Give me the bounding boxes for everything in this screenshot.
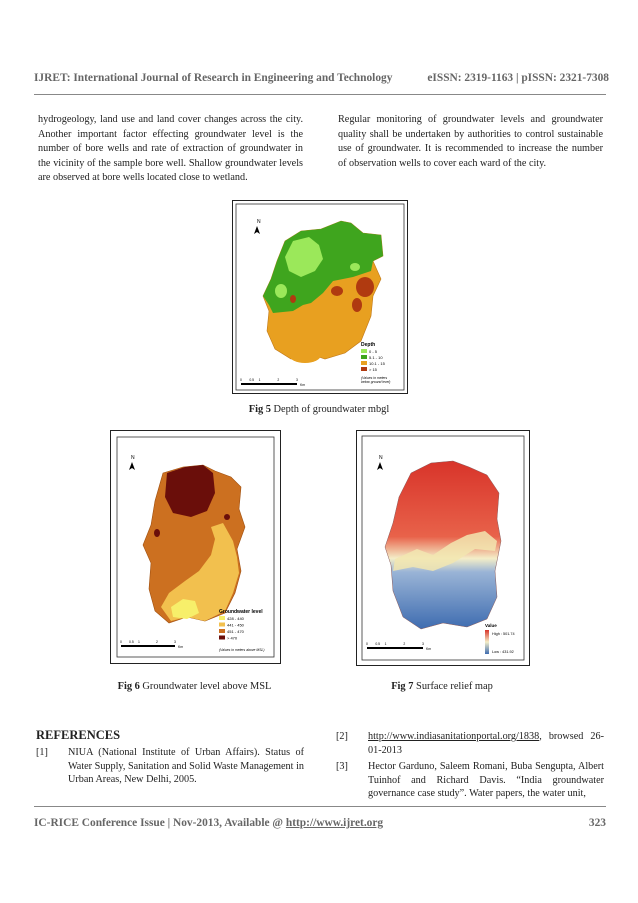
figure-7-frame: [356, 430, 530, 666]
gw-zone-over-470-patch: [154, 529, 160, 537]
figure-7-caption: [356, 681, 528, 692]
legend-swatch: [361, 361, 367, 365]
reference-1: [36, 746, 304, 806]
north-label: N: [131, 455, 135, 461]
scale-unit: Km: [426, 647, 432, 651]
journal-title: IJRET: International Journal of Research in Engineering and Technology: [34, 72, 393, 84]
legend-swatch: [219, 623, 225, 627]
legend-label: 451 - 470: [227, 629, 244, 634]
reference-number: [3]: [336, 761, 348, 772]
scale-label: 0.5: [129, 640, 134, 644]
reference-3: [336, 760, 604, 804]
figure-6-scale-bar: [120, 640, 183, 649]
reference-link-suffix: , browsed 26-01-2013: [368, 731, 604, 756]
legend-title: Value: [485, 623, 497, 628]
figure-5-legend: [361, 342, 390, 384]
figure-7-scale-bar: [366, 642, 431, 651]
figure-6-label: Fig 6: [117, 681, 140, 692]
north-label: N: [257, 219, 261, 225]
legend-swatch: [361, 355, 367, 359]
gw-zone-over-470: [165, 465, 215, 517]
scale-label: 2: [156, 640, 158, 644]
scale-label: 2: [277, 378, 280, 382]
figure-7-caption-text: Surface relief map: [413, 681, 493, 692]
scale-label: 2: [403, 642, 406, 646]
reference-link[interactable]: http://www.indiasanitationportal.org/1838: [368, 731, 540, 742]
left-paragraph: hydrogeology, land use and land cover changes across the city. Another important factor effecting groundwater level is the number of bore wells and rate of extraction of groundwater in the vicinity of the sample bore well. Shallow groundwater levels are observed at bore wells located close to wetland.: [38, 114, 303, 184]
header-rule: [34, 94, 606, 95]
figure-5-map: [233, 201, 407, 393]
gw-zone-over-470-patch: [224, 514, 230, 520]
legend-note: (Values in meters above MSL): [219, 648, 265, 652]
scale-label: 0.5: [375, 642, 381, 646]
figure-6-caption-text: Groundwater level above MSL: [139, 681, 272, 692]
figure-6-map: [111, 431, 280, 663]
legend-label: > 470: [227, 635, 238, 641]
footer-rule: [34, 806, 606, 807]
legend-title: Depth: [361, 342, 376, 348]
running-header: [34, 72, 609, 84]
depth-zone-over-15: [290, 295, 296, 303]
depth-zone-over-15: [356, 277, 374, 297]
legend-label: > 15: [369, 367, 377, 372]
depth-zone-0-5-patch: [350, 263, 360, 271]
figure-7-legend: [485, 623, 515, 654]
depth-zone-over-15: [352, 298, 362, 312]
depth-zone-over-15: [331, 286, 343, 296]
figure-5-label: Fig 5: [248, 404, 271, 415]
figure-5-frame: [232, 200, 408, 394]
running-footer: [34, 817, 606, 829]
scale-label: 1: [138, 640, 140, 644]
footer-link[interactable]: http://www.ijret.org: [285, 817, 384, 829]
legend-title: Groundwater level: [219, 609, 263, 615]
legend-swatch: [361, 367, 367, 371]
legend-label: 441 - 450: [227, 622, 244, 628]
legend-label: 0 - 5: [369, 349, 378, 354]
reference-text: [368, 730, 604, 757]
north-label: N: [379, 455, 383, 461]
legend-label: 5.1 - 10: [369, 355, 383, 360]
scale-unit: Km: [178, 645, 184, 649]
legend-swatch: [219, 616, 225, 620]
figure-5-scale-bar: [240, 378, 305, 387]
footer-text: IC-RICE Conference Issue | Nov-2013, Available @: [34, 817, 286, 829]
references-heading: REFERENCES: [36, 728, 121, 742]
north-arrow-icon: [377, 462, 383, 470]
legend-swatch: [219, 629, 225, 633]
scale-label: 1: [258, 378, 261, 382]
right-paragraph: Regular monitoring of groundwater levels and groundwater quality shall be undertaken by authorities to control sustainable use of groundwater. It is recommended to increase the number of observation wells to cover each ward of the city.: [338, 114, 603, 169]
legend-note: (Values in meters below ground level): [361, 376, 391, 384]
legend-label: 10.1 - 15: [369, 361, 385, 366]
page-number: 323: [588, 817, 606, 829]
right-column: [338, 113, 603, 171]
reference-number: [1]: [36, 747, 48, 758]
scale-label: 0: [366, 642, 368, 646]
north-arrow-icon: [254, 226, 260, 234]
figure-5-caption-text: Depth of groundwater mbgl: [270, 404, 390, 415]
legend-swatch: [219, 636, 225, 640]
reference-text: NIUA (National Institute of Urban Affairs). Status of Water Supply, Sanitation and Solid Waste Management in Urban Areas, New Delhi, 2005.: [68, 747, 304, 786]
issn-info: eISSN: 2319-1163 | pISSN: 2321-7308: [427, 72, 609, 84]
left-column: [38, 113, 303, 186]
figure-6-caption: [110, 681, 279, 692]
scale-label: 3: [174, 640, 176, 644]
legend-high: High : 501.74: [492, 632, 515, 636]
scale-label: 0: [240, 378, 242, 382]
figure-7-label: Fig 7: [391, 681, 414, 692]
depth-zone-0-5-patch: [275, 284, 287, 298]
legend-swatch: [361, 349, 367, 353]
legend-low: Low : 431.92: [492, 650, 514, 654]
scale-label: 3: [422, 642, 424, 646]
scale-unit: Km: [300, 383, 306, 387]
north-arrow-icon: [129, 462, 135, 470]
reference-2: [336, 730, 604, 760]
scale-label: 0.5: [249, 378, 255, 382]
reference-number: [2]: [336, 731, 348, 742]
legend-label: 428 - 440: [227, 616, 244, 621]
legend-ramp: [485, 630, 489, 654]
figure-6-frame: [110, 430, 281, 664]
scale-label: 3: [296, 378, 298, 382]
figure-5-caption: [232, 404, 406, 415]
reference-text: Hector Garduno, Saleem Romani, Buba Sengupta, Albert Tuinhof and Richard Davis. “India groundwater governance case study”. Water papers, the water unit,: [368, 761, 604, 800]
depth-zone-10-15-lobe: [289, 347, 321, 363]
scale-label: 1: [384, 642, 387, 646]
figure-7-map: [357, 431, 529, 665]
scale-label: 0: [120, 640, 122, 644]
figure-6-legend: [219, 609, 264, 652]
